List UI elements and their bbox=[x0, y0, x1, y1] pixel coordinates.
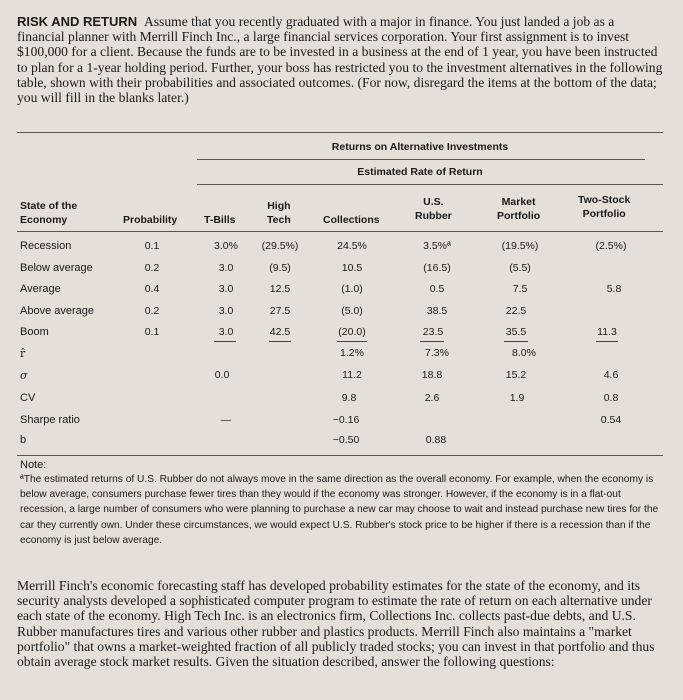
table-top-rule bbox=[17, 132, 663, 133]
intro-text: Assume that you recently graduated with a major in finance. You just landed a job as a financial planner with Merrill Finch Inc., a large financial services corporation. Your first assignment is to invest $100,000 for a client. Because the funds are to be invested in a business at the end of 1 year, you have been instructed to plan for a 1-year holding period. Further, your boss has restricted you to the investment alternatives in the following table, shown with their probabilities and associated outcomes. (For now, disregard the items at the bottom of the data; you will fill in the blanks later.) bbox=[17, 14, 663, 106]
cell-twostock: 4.6 bbox=[603, 369, 619, 381]
cell-rubber: 23.5 bbox=[422, 326, 444, 338]
header-twostock: Two-Stock Portfolio bbox=[578, 194, 631, 220]
cell-market: 35.5 bbox=[505, 326, 527, 338]
cell-tbills: 3.0 bbox=[218, 283, 234, 295]
cell-collections: 9.8 bbox=[341, 392, 357, 404]
cell-market: 8.0% bbox=[512, 347, 536, 359]
cell-rubber: 18.8 bbox=[421, 369, 443, 381]
cell-collections: −0.50 bbox=[332, 434, 360, 446]
cell-probability: 0.2 bbox=[144, 305, 160, 317]
table-bottom-rule bbox=[17, 455, 663, 456]
cell-hightech: 42.5 bbox=[269, 326, 291, 338]
cell-market: (5.5) bbox=[509, 262, 531, 274]
cell-probability: 0.1 bbox=[144, 326, 160, 338]
cell-hightech: 27.5 bbox=[269, 305, 291, 317]
title-rule bbox=[197, 159, 645, 160]
header-state: State of the Economy bbox=[20, 200, 78, 226]
cell-probability: 0.2 bbox=[144, 262, 160, 274]
cell-twostock: 5.8 bbox=[606, 283, 622, 295]
cell-hightech: (9.5) bbox=[269, 262, 291, 274]
cell-twostock: 11.3 bbox=[597, 326, 617, 338]
cell-tbills: — bbox=[220, 414, 232, 426]
stat-label-rhat: r̂ bbox=[20, 347, 26, 360]
cell-tbills: 0.0 bbox=[214, 369, 230, 381]
cell-tbills: 3.0 bbox=[218, 262, 234, 274]
cell-rubber: (16.5) bbox=[423, 262, 451, 274]
cell-twostock: 0.54 bbox=[600, 414, 622, 426]
header-market: Market Portfolio bbox=[497, 196, 541, 222]
cell-rubber: 0.5 bbox=[429, 283, 445, 295]
cell-rubber: 38.5 bbox=[426, 305, 448, 317]
cell-rubber: 2.6 bbox=[424, 392, 440, 404]
header-probability: Probability bbox=[123, 214, 178, 226]
header-rule bbox=[17, 231, 663, 232]
cell-rubber: 3.5%ª bbox=[423, 240, 451, 252]
stat-label-sharpe: Sharpe ratio bbox=[20, 414, 80, 426]
cell-collections: 24.5% bbox=[337, 240, 367, 252]
note-text: ªThe estimated returns of U.S. Rubber do not always move in the same direction as the overall economy. For example, when the economy is below average, consumers purchase fewer tires than they would if the economy was stronger. However, if the economy is in a flat-out recession, a large number of consumers who were planning to purchase a new car may choose to wait and instead purchase new tires for the car they currently own. Under these circumstances, we would expect U.S. Rubber's stock price to be higher if there is a recession than if the economy is just below average. bbox=[20, 474, 659, 546]
intro-paragraph bbox=[17, 14, 663, 105]
table-subtitle: Estimated Rate of Return bbox=[357, 166, 483, 178]
cell-twostock: (2.5%) bbox=[595, 240, 627, 252]
cell-tbills: 3.0% bbox=[214, 240, 238, 252]
cell-tbills: 3.0 bbox=[218, 326, 234, 338]
sum-underline bbox=[269, 341, 291, 342]
cell-twostock: 0.8 bbox=[603, 392, 619, 404]
cell-probability: 0.4 bbox=[144, 283, 160, 295]
cell-hightech: (29.5%) bbox=[261, 240, 299, 252]
sum-underline bbox=[596, 341, 618, 342]
cell-market: (19.5%) bbox=[501, 240, 539, 252]
stat-label-sigma: σ bbox=[20, 369, 28, 382]
sum-underline bbox=[337, 341, 367, 342]
cell-probability: 0.1 bbox=[144, 240, 160, 252]
table-title: Returns on Alternative Investments bbox=[331, 141, 509, 153]
row-state: Below average bbox=[20, 262, 93, 274]
section-heading: RISK AND RETURN bbox=[17, 14, 138, 29]
row-state: Boom bbox=[20, 326, 49, 338]
cell-rubber: 7.3% bbox=[425, 347, 449, 359]
cell-market: 1.9 bbox=[509, 392, 525, 404]
closing-paragraph: Merrill Finch's economic forecasting staff has developed probability estimates for the state of the economy, and its security analysts developed a sophisticated computer program to estimate the rate of return on each alternative under each state of the economy. High Tech Inc. is an electronics firm, Collections Inc. collects past-due debts, and U.S. Rubber manufactures tires and various other rubber and plastics products. Merrill Finch also maintains a "market portfolio" that owns a market-weighted fraction of all publicly traded stocks; you can invest in that portfolio and thus obtain average stock market results. Given the situation described, answer the following questions: bbox=[17, 578, 655, 670]
cell-rubber: 0.88 bbox=[425, 434, 447, 446]
header-collections: Collections bbox=[323, 214, 380, 226]
cell-market: 7.5 bbox=[512, 283, 528, 295]
cell-collections: (1.0) bbox=[341, 283, 363, 295]
sum-underline bbox=[420, 341, 444, 342]
cell-collections: (5.0) bbox=[341, 305, 363, 317]
header-tbills: T-Bills bbox=[204, 214, 236, 226]
subtitle-rule bbox=[197, 184, 663, 185]
stat-label-cv: CV bbox=[20, 392, 36, 404]
cell-tbills: 3.0 bbox=[218, 305, 234, 317]
note-heading: Note: bbox=[20, 459, 47, 471]
cell-collections: 11.2 bbox=[342, 369, 362, 381]
row-state: Average bbox=[20, 283, 61, 295]
sum-underline bbox=[214, 341, 236, 342]
header-usrubber: U.S. Rubber bbox=[415, 196, 452, 222]
cell-market: 15.2 bbox=[505, 369, 527, 381]
header-hightech: High Tech bbox=[267, 200, 291, 226]
row-state: Recession bbox=[20, 240, 72, 252]
sum-underline bbox=[504, 341, 528, 342]
cell-market: 22.5 bbox=[505, 305, 527, 317]
cell-hightech: 12.5 bbox=[269, 283, 291, 295]
stat-label-beta: b bbox=[20, 434, 27, 446]
row-state: Above average bbox=[20, 305, 94, 317]
cell-collections: (20.0) bbox=[338, 326, 366, 338]
cell-collections: 10.5 bbox=[341, 262, 363, 274]
cell-collections: −0.16 bbox=[332, 414, 360, 426]
cell-collections: 1.2% bbox=[340, 347, 364, 359]
